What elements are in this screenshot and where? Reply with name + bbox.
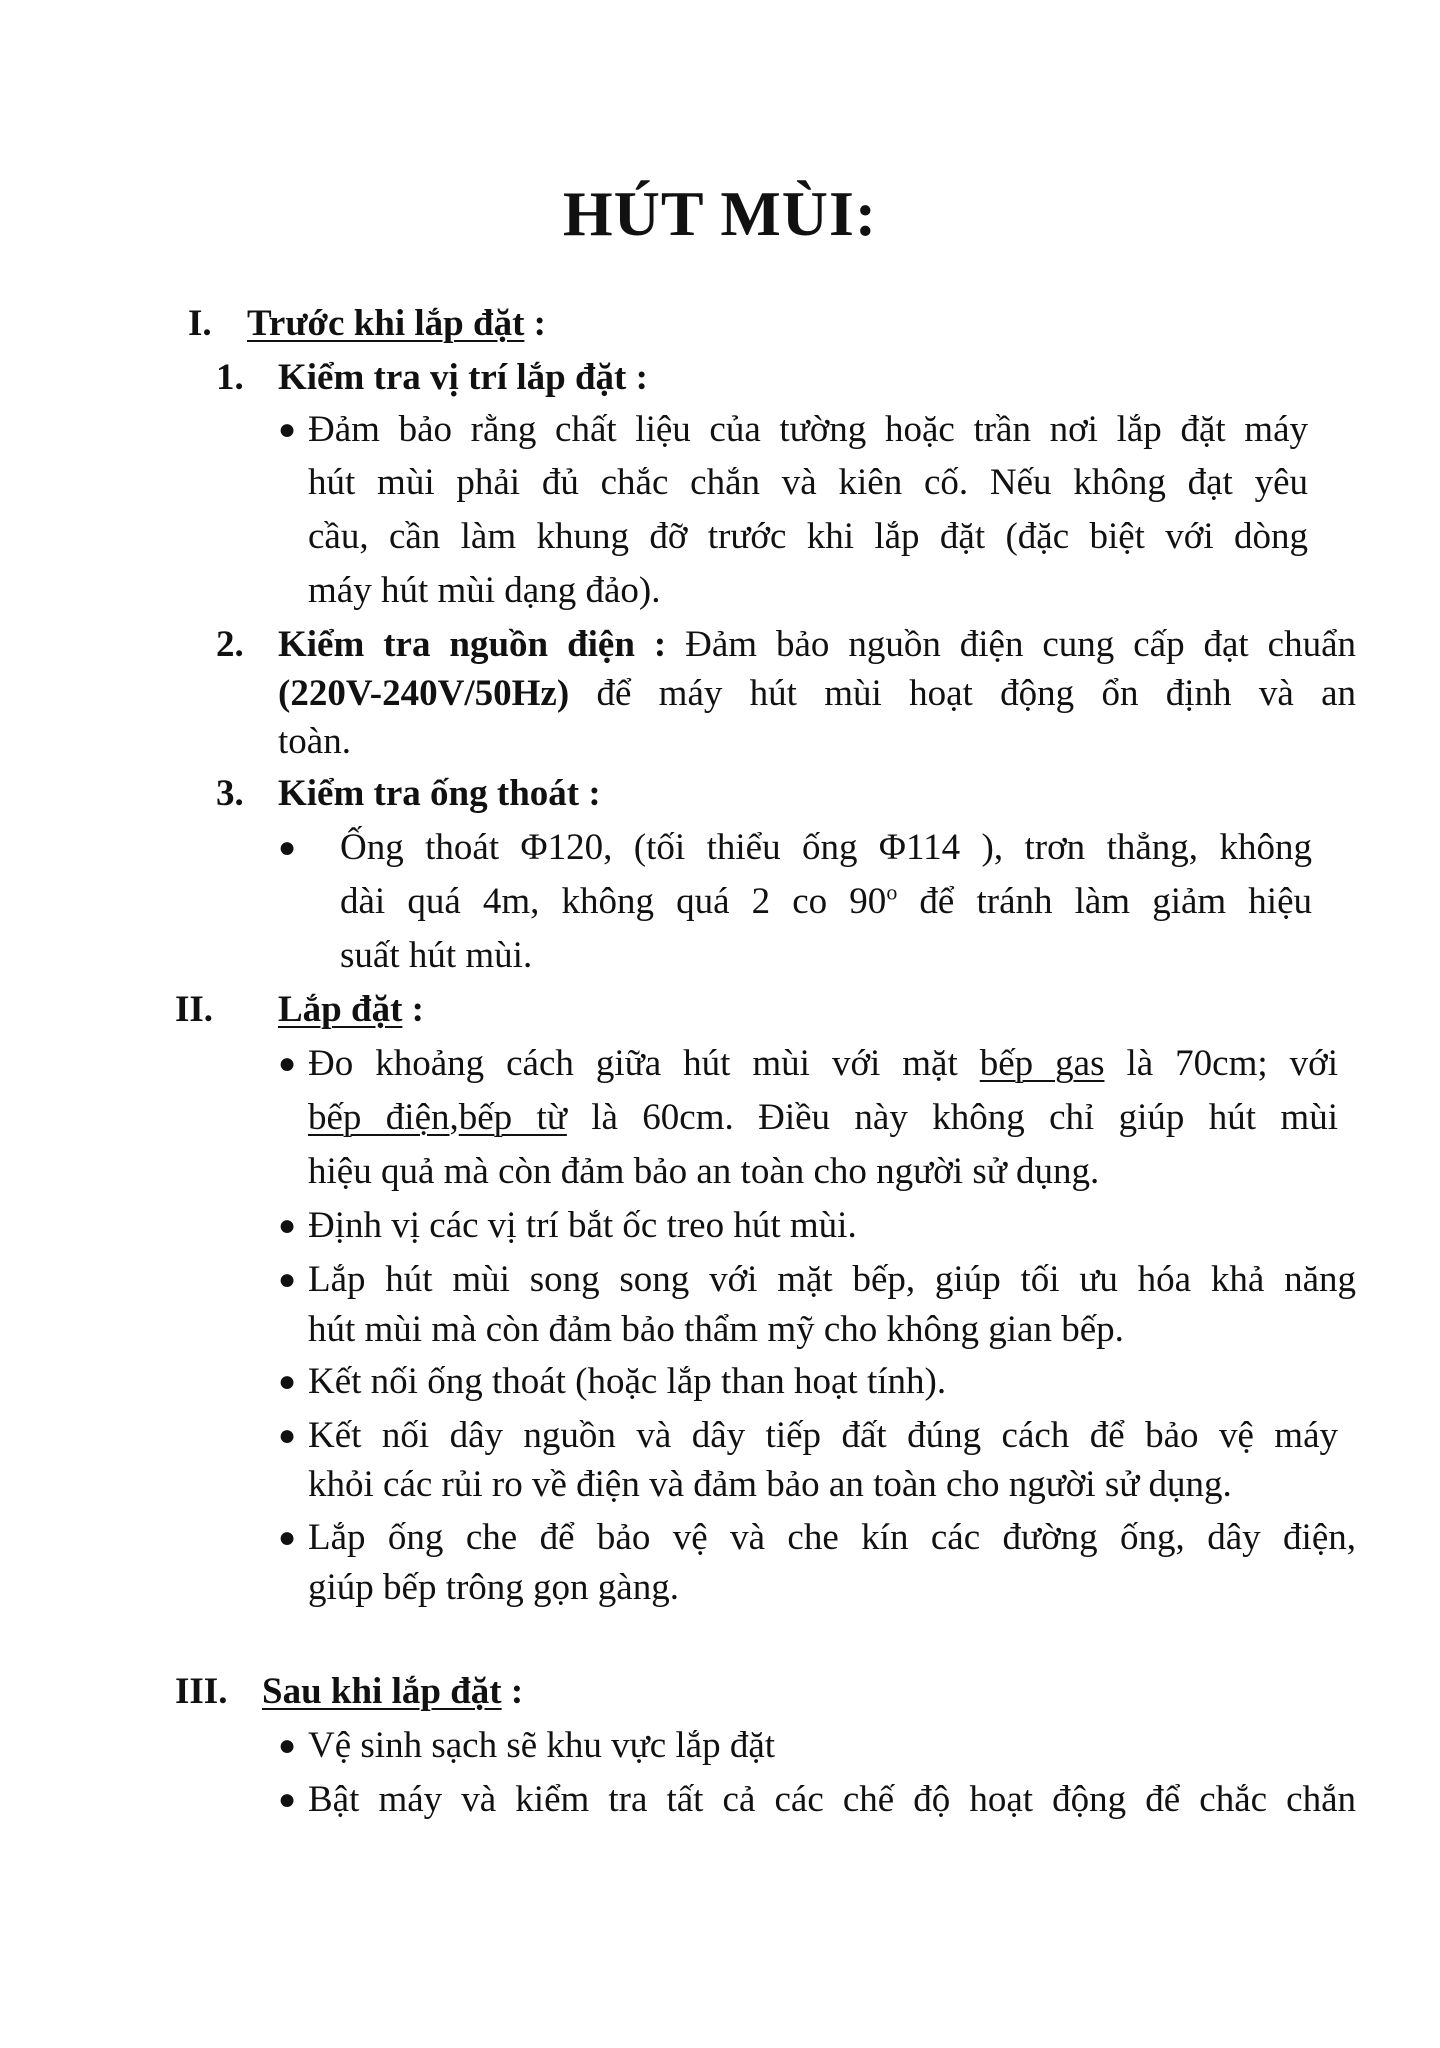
item-2-line-2-text: để máy hút mùi hoạt động ổn định và an (569, 673, 1356, 714)
section-2-bullet-3-line-1: Lắp hút mùi song song với mặt bếp, giúp tối ưu hóa khả năng (308, 1259, 1356, 1300)
item-2-line-2 (278, 668, 1356, 720)
bullet-marker: ● (278, 1783, 297, 1816)
bullet-marker: ● (278, 1419, 297, 1452)
item-2-line-1 (278, 619, 1356, 671)
bullet-marker: ● (278, 1209, 297, 1242)
bullet-marker: ● (278, 831, 297, 864)
page-title: HÚT MÙI: (562, 178, 878, 249)
item-3-text-line-3: suất hút mùi. (340, 935, 533, 976)
section-2-bullet-5-line-1: Kết nối dây nguồn và dây tiếp đất đúng cách để bảo vệ máy (308, 1415, 1338, 1456)
bullet-marker: ● (278, 1521, 297, 1554)
item-3-heading: Kiểm tra ống thoát : (278, 773, 601, 814)
item-1-number: 1. (216, 357, 244, 398)
item-2-voltage: (220V-240V/50Hz) (278, 673, 570, 714)
section-2-heading (278, 984, 424, 1036)
section-2-bullet-1-line-1 (308, 1038, 1338, 1090)
section-2-bullet-1-line-2 (308, 1092, 1338, 1144)
item-2-heading: Kiểm tra nguồn điện : (278, 624, 667, 665)
item-3-text-line-2 (340, 876, 1312, 928)
bullet-marker: ● (278, 1365, 297, 1398)
link-bep-tu[interactable]: bếp từ (458, 1097, 567, 1138)
bullet-1-line-1-end: là 70cm; với (1104, 1043, 1338, 1084)
section-2-bullet-6-line-2: giúp bếp trông gọn gàng. (308, 1567, 679, 1608)
section-2-numeral: II. (175, 989, 214, 1030)
bullet-1-line-1-start: Đo khoảng cách giữa hút mùi với mặt (308, 1043, 980, 1084)
degree-superscript: o (886, 879, 898, 905)
section-3-bullet-2: Bật máy và kiểm tra tất cả các chế độ hoạt động để chắc chắn (308, 1779, 1356, 1820)
item-3-line-2-tail: để tránh làm giảm hiệu (897, 881, 1312, 922)
section-2-bullet-6-line-1: Lắp ống che để bảo vệ và che kín các đường ống, dây điện, (308, 1517, 1356, 1558)
section-2-bullet-2: Định vị các vị trí bắt ốc treo hút mùi. (308, 1205, 857, 1246)
item-2-line-3: toàn. (278, 721, 351, 762)
item-3-number: 3. (216, 773, 244, 814)
section-2-bullet-3-line-2: hút mùi mà còn đảm bảo thẩm mỹ cho không gian bếp. (308, 1309, 1124, 1350)
section-3-heading-text: Sau khi lắp đặt (262, 1671, 502, 1712)
item-1-text-line-2: hút mùi phải đủ chắc chắn và kiên cố. Nếu không đạt yêu (308, 462, 1308, 503)
section-3-bullet-1: Vệ sinh sạch sẽ khu vực lắp đặt (308, 1725, 776, 1766)
bullet-marker: ● (278, 1263, 297, 1296)
section-2-bullet-1-line-3: hiệu quả mà còn đảm bảo an toàn cho người sử dụng. (308, 1151, 1100, 1192)
section-2-heading-text: Lắp đặt (278, 989, 403, 1030)
bullet-marker: ● (278, 413, 297, 446)
section-2-bullet-5-line-2: khỏi các rủi ro về điện và đảm bảo an toàn cho người sử dụng. (308, 1464, 1232, 1505)
section-3-heading (262, 1666, 523, 1718)
item-1-text-line-3: cầu, cần làm khung đỡ trước khi lắp đặt (đặc biệt với dòng (308, 516, 1308, 557)
section-1-numeral: I. (188, 303, 212, 344)
comma: , (449, 1097, 459, 1138)
item-2-number: 2. (216, 624, 244, 665)
item-1-text-line-1: Đảm bảo rằng chất liệu của tường hoặc trần nơi lắp đặt máy (308, 409, 1308, 450)
section-3-numeral: III. (175, 1671, 228, 1712)
link-bep-dien[interactable]: bếp điện (308, 1097, 450, 1138)
link-bep-gas[interactable]: bếp gas (979, 1043, 1105, 1084)
item-1-heading: Kiểm tra vị trí lắp đặt : (278, 357, 648, 398)
section-2-heading-colon: : (402, 989, 424, 1030)
item-3-line-2-start: dài quá 4m, không quá 2 co 90 (340, 881, 887, 922)
bullet-1-line-2-end: là 60cm. Điều này không chỉ giúp hút mùi (566, 1097, 1338, 1138)
section-1-heading-text: Trước khi lắp đặt (247, 303, 525, 344)
item-1-text-line-4: máy hút mùi dạng đảo). (308, 570, 661, 611)
section-1-heading (247, 298, 546, 350)
section-2-bullet-4: Kết nối ống thoát (hoặc lắp than hoạt tính). (308, 1361, 947, 1402)
bullet-marker: ● (278, 1729, 297, 1762)
bullet-marker: ● (278, 1047, 297, 1080)
item-3-text-line-1: Ống thoát Φ120, (tối thiểu ống Φ114 ), trơn thẳng, không (340, 827, 1312, 868)
section-1-heading-colon: : (524, 303, 546, 344)
section-3-heading-colon: : (501, 1671, 524, 1712)
item-2-line-1-text: Đảm bảo nguồn điện cung cấp đạt chuẩn (666, 624, 1356, 665)
